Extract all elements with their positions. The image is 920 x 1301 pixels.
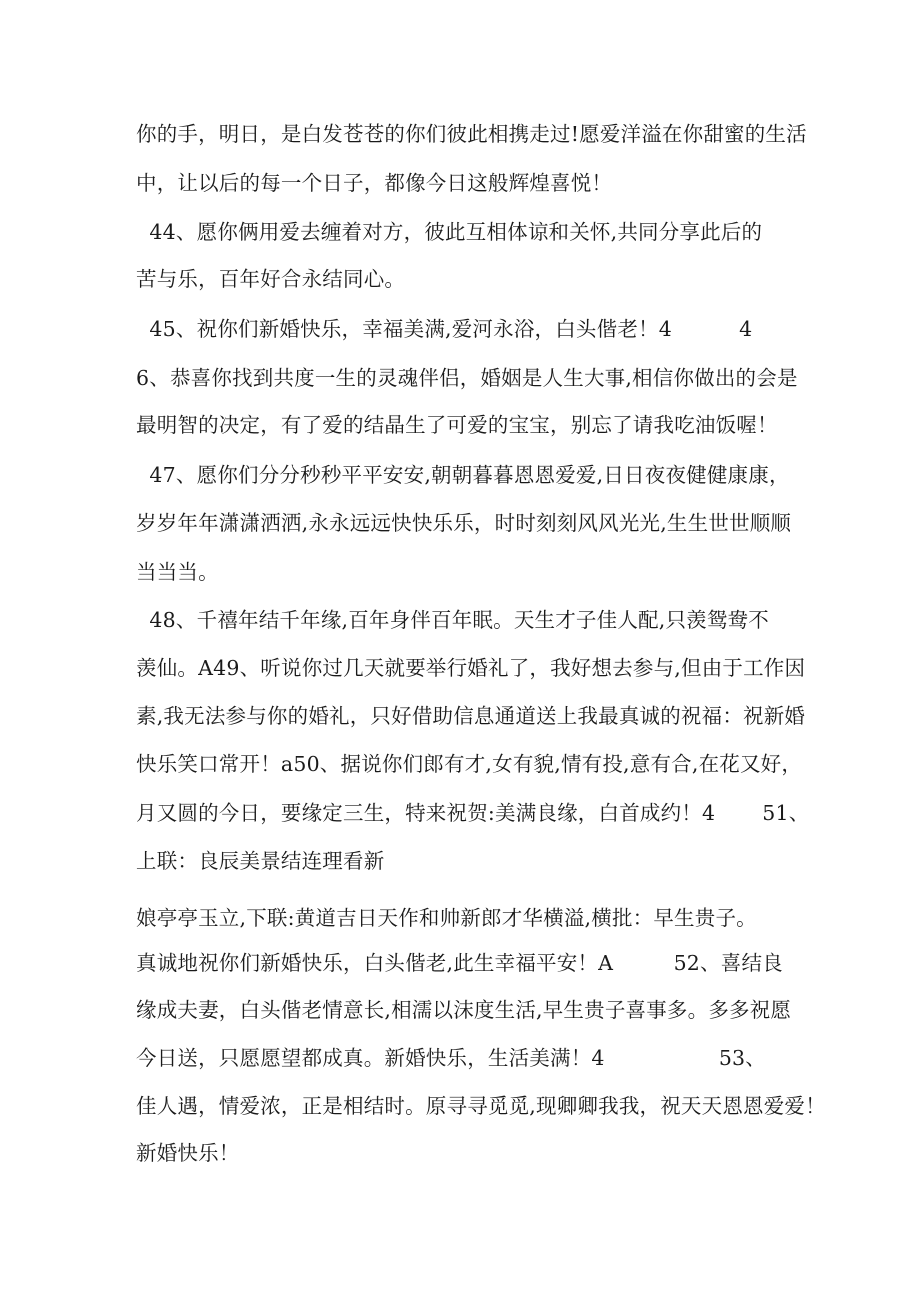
text-line: 月又圆的今日，要缘定三生，特来祝贺:美满良缘，白首成约！4 51、: [136, 801, 810, 825]
text-line: 缘成夫妻，白头偕老情意长,相濡以沫度生活,早生贵子喜事多。多多祝愿: [136, 998, 792, 1022]
text-line: 中，让以后的每一个日子，都像今日这般辉煌喜悦！: [136, 171, 613, 195]
text-line: 44、愿你俩用爱去缠着对方，彼此互相体谅和关怀,共同分享此后的: [136, 220, 763, 244]
text-line: 你的手，明日，是白发苍苍的你们彼此相携走过!愿爱洋溢在你甜蜜的生活: [136, 122, 807, 146]
text-line: 娘亭亭玉立,下联:黄道吉日天作和帅新郎才华横溢,横批：早生贵子。: [136, 906, 757, 930]
text-line: 上联：良辰美景结连理看新: [136, 849, 385, 873]
text-line: 45、祝你们新婚快乐，幸福美满,爱河永浴，白头偕老！4 4: [136, 317, 753, 341]
text-line: 羡仙。A49、听说你过几天就要举行婚礼了，我好想去参与,但由于工作因: [136, 656, 806, 680]
text-line: 佳人遇，情爱浓，正是相结时。原寻寻觅觅,现卿卿我我，祝天天恩恩爱爱！: [136, 1094, 826, 1118]
text-line: 苦与乐，百年好合永结同心。: [136, 267, 406, 291]
text-line: 岁岁年年潇潇洒洒,永永远远快快乐乐，时时刻刻风风光光,生生世世顺顺: [136, 511, 792, 535]
text-line: 今日送，只愿愿望都成真。新婚快乐，生活美满！4 53、: [136, 1046, 767, 1070]
text-line: 47、愿你们分分秒秒平平安安,朝朝暮暮恩恩爱爱,日日夜夜健健康康，: [136, 463, 790, 487]
text-line: 48、千禧年结千年缘,百年身伴百年眠。天生才子佳人配,只羡鸳鸯不: [136, 608, 769, 632]
text-line: 新婚快乐！: [136, 1141, 240, 1165]
text-line: 6、恭喜你找到共度一生的灵魂伴侣，婚姻是人生大事,相信你做出的会是: [136, 366, 798, 390]
text-line: 素,我无法参与你的婚礼，只好借助信息通道送上我最真诚的祝福：祝新婚: [136, 704, 806, 728]
text-line: 快乐笑口常开！a50、据说你们郎有才,女有貌,情有投,意有合,在花又好，: [136, 752, 803, 776]
text-line: 最明智的决定，有了爱的结晶生了可爱的宝宝，别忘了请我吃油饭喔！: [136, 413, 778, 437]
text-line: 当当当。: [136, 560, 219, 584]
text-line: 真诚地祝你们新婚快乐，白头偕老,此生幸福平安！A 52、喜结良: [136, 951, 783, 975]
